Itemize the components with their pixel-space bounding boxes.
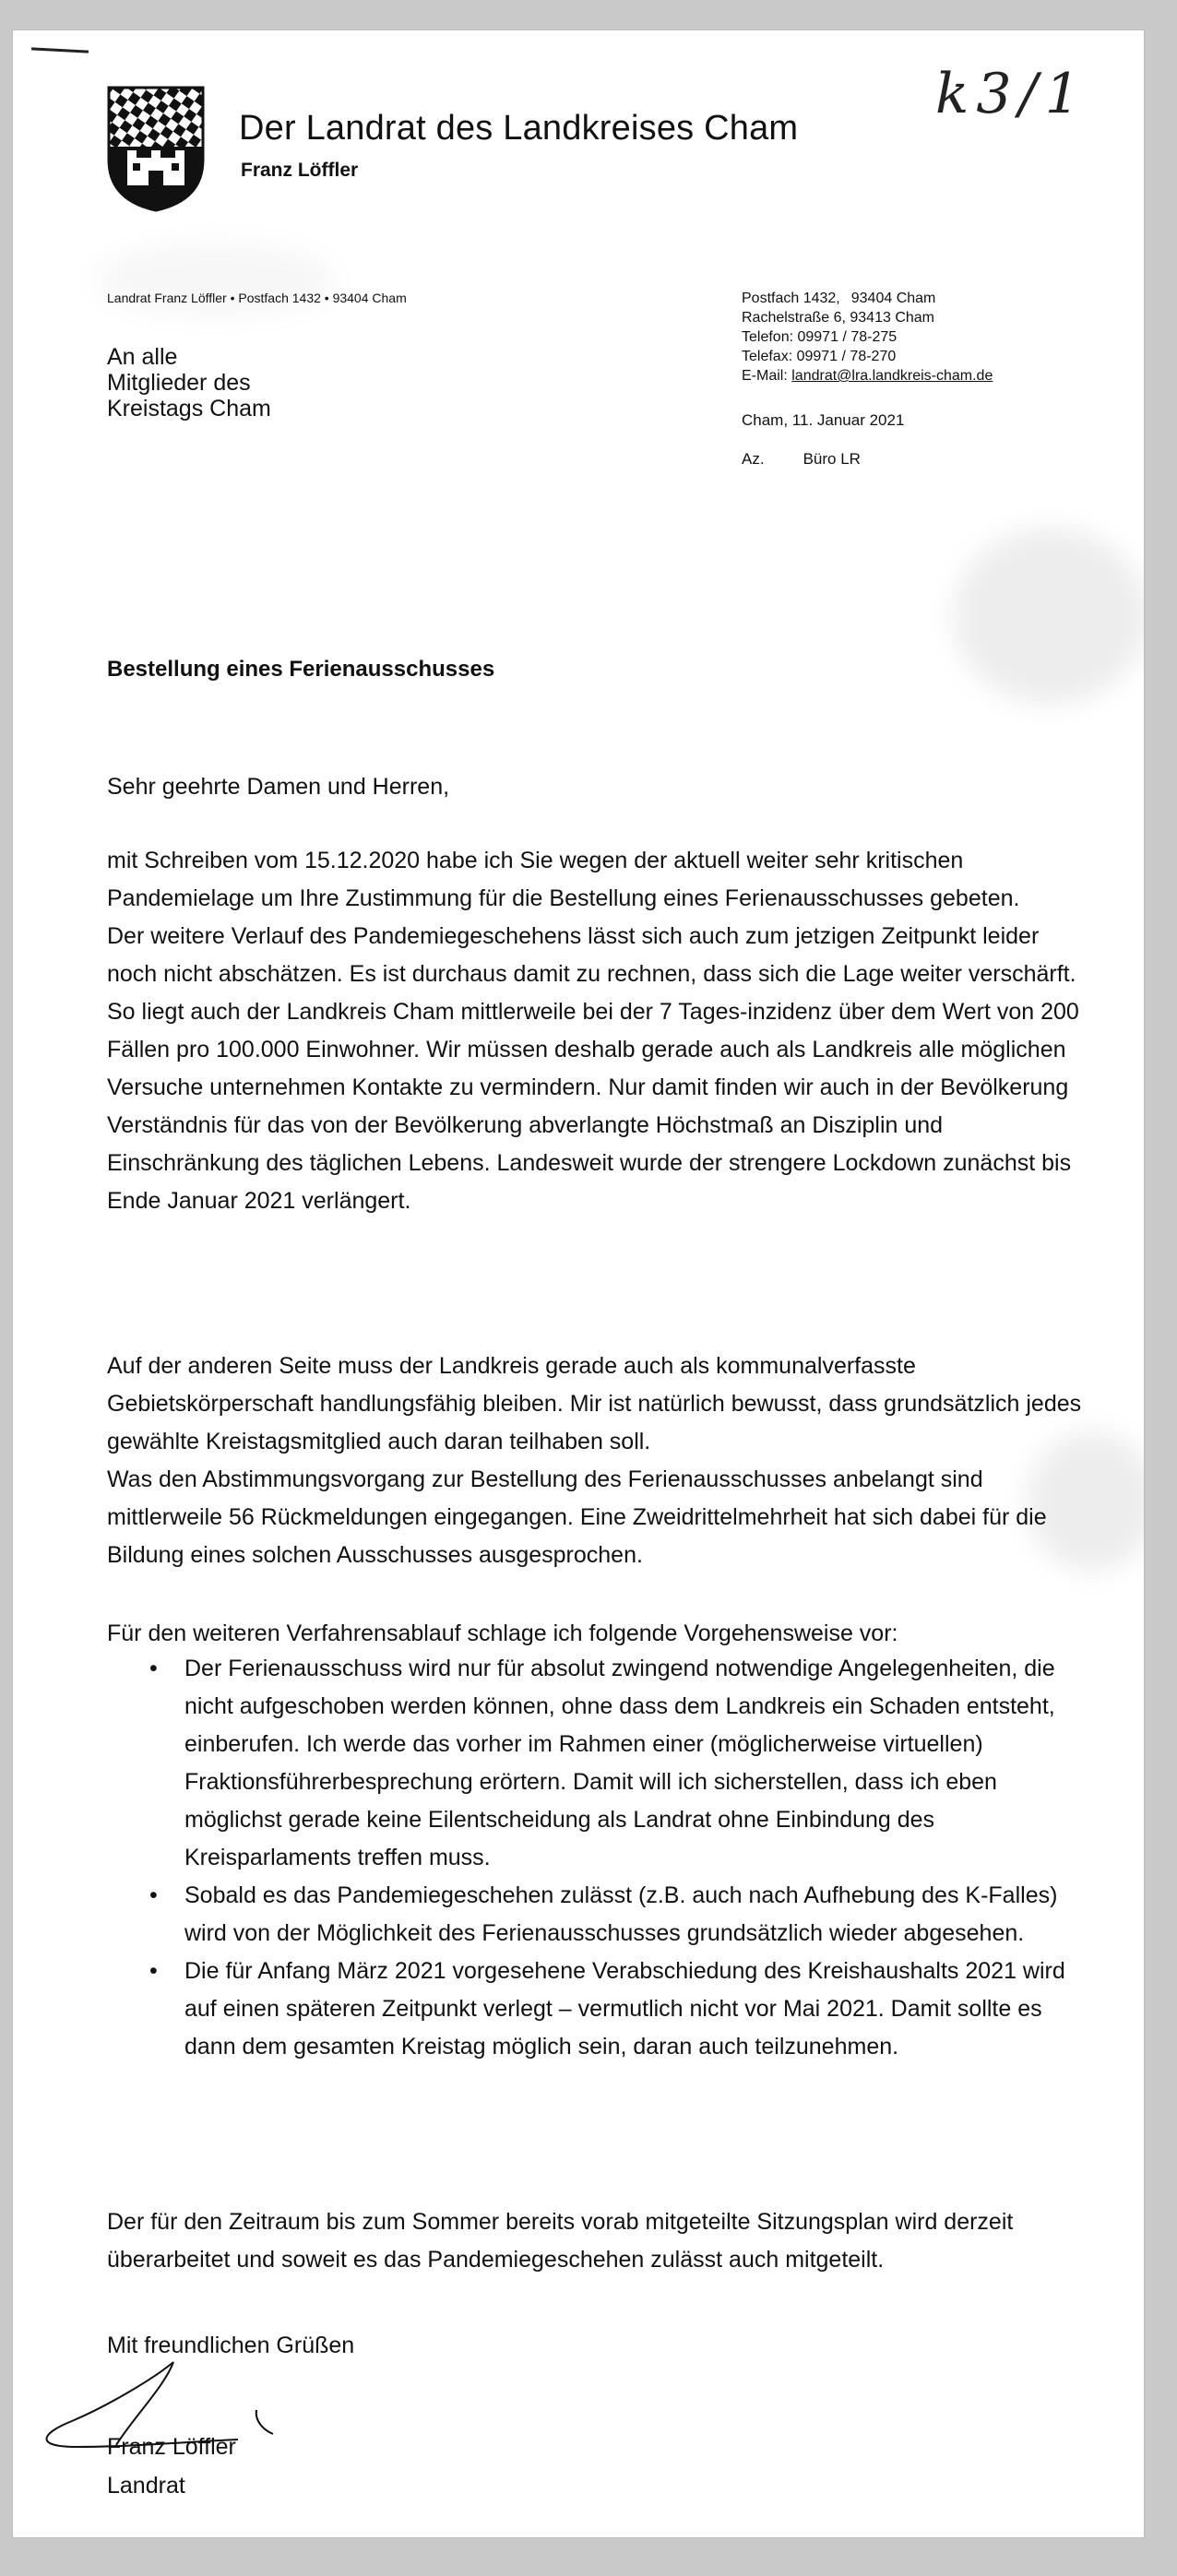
letter-subject: Bestellung eines Ferienausschusses xyxy=(107,657,495,682)
email-label: E-Mail: xyxy=(742,368,788,384)
reference-value: Büro LR xyxy=(802,450,861,468)
paragraph-text: mit Schreiben vom 15.12.2020 habe ich Sie wegen der aktuell weiter sehr kritischen Pandemielage um Ihre Zustimmung für die Bestellung eines Ferienausschusses gebeten. Der weitere Verlauf des Pandemiegeschehens lässt sich auch zum jetzigen Zeitpunkt leider noch nicht abschätzen. Es ist durchaus damit zu rechnen, dass sich die Lage weiter verschärft. So liegt auch der Landkreis Cham mittlerweile bei der 7 Tages-inzidenz über dem Wert von 200 Fällen pro 100.000 Einwohner. Wir müssen deshalb gerade auch als Landkreis alle möglichen Versuche unternehmen Kontakte zu vermindern. Nur damit finden wir auch in der Bevölkerung Verständnis für das von der Bevölkerung abverlangte Höchstmaß an Disziplin und Einschränkung des täglichen Lebens. Landesweit wurde der strengere Lockdown zunächst bis Ende Januar 2021 verlängert. xyxy=(107,848,1079,1214)
phone-line: Telefon: 09971 / 78-275 xyxy=(742,329,898,345)
signer-name: Franz Löffler xyxy=(107,2434,236,2460)
signer-role: Landrat xyxy=(107,2473,185,2499)
body-paragraph xyxy=(107,842,1085,1220)
letter-date: Cham, 11. Januar 2021 xyxy=(742,411,905,429)
paragraph-text: Auf der anderen Seite muss der Landkreis gerade auch als kommunalverfasste Gebietskörperschaft handlungsfähig bleiben. Mir ist natürlich bewusst, dass grundsätzlich jedes gewählte Kreistagsmitglied auch daran teilhaben soll. Was den Abstimmungsvorgang zur Bestellung des Ferienausschusses anbelangt sind mittlerweile 56 Rückmeldungen eingegangen. Eine Zweidrittelmehrheit hat sich dabei für die Bildung eines solchen Ausschusses ausgesprochen. xyxy=(107,1353,1082,1568)
salutation: Sehr geehrte Damen und Herren, xyxy=(107,774,450,800)
coat-of-arms-icon xyxy=(105,84,207,213)
letterhead-name: Franz Löffler xyxy=(241,160,359,181)
email-link[interactable]: landrat@lra.landkreis-cham.de xyxy=(791,368,993,384)
letterhead-title: Der Landrat des Landkreises Cham xyxy=(239,109,799,148)
list-item: • Sobald es das Pandemiegeschehen zulässt (z.B. auch nach Aufhebung des K-Falles) wird von der Möglichkeit des Ferienausschusses grundsätzlich wieder abgesehen. xyxy=(144,1877,1076,1953)
postfach-line xyxy=(742,289,993,308)
letter-page xyxy=(13,30,1144,2537)
body-paragraph xyxy=(107,1347,1085,1574)
list-item: • Die für Anfang März 2021 vorgesehene Verabschiedung des Kreishaushalts 2021 wird auf einen späteren Zeitpunkt verlegt – vermutlich nicht vor Mai 2021. Damit sollte es dann dem gesamten Kreistag möglich sein, daran auch teilzunehmen. xyxy=(144,1953,1076,2066)
postfach-city: 93404 Cham xyxy=(850,291,936,306)
procedure-intro: Für den weiteren Verfahrensablauf schlage ich folgende Vorgehensweise vor: xyxy=(107,1620,898,1646)
reference-label: Az. xyxy=(742,450,765,468)
closing-phrase: Mit freundlichen Grüßen xyxy=(107,2333,355,2358)
scan-mark xyxy=(31,47,89,53)
list-item: • Der Ferienausschuss wird nur für absolut zwingend notwendige Angelegenheiten, die nicht aufgeschoben werden können, ohne dass dem Landkreis ein Schaden entsteht, einberufen. Ich werde das vorher im Rahmen einer (möglicherweise virtuellen) Fraktionsführerbesprechung erörtern. Damit will ich sicherstellen, dass ich eben möglichst gerade keine Eilentscheidung als Landrat ohne Einbindung des Kreisparlaments treffen muss. xyxy=(144,1650,1076,1877)
recipient-line: An alle xyxy=(107,344,178,370)
fax-line: Telefax: 09971 / 78-270 xyxy=(742,349,897,364)
scan-smudge xyxy=(954,528,1144,704)
procedure-list xyxy=(144,1650,1076,2066)
return-address: Landrat Franz Löffler • Postfach 1432 • 93404 Cham xyxy=(107,291,407,305)
postfach: Postfach 1432, xyxy=(742,291,840,306)
street-line: Rachelstraße 6, 93413 Cham xyxy=(742,310,934,326)
contact-block xyxy=(742,289,993,386)
recipient-line: Mitglieder des xyxy=(107,370,251,396)
email-line xyxy=(742,366,993,386)
recipient-line: Kreistags Cham xyxy=(107,396,271,421)
scan-smudge xyxy=(96,243,336,316)
reference-line xyxy=(742,450,861,469)
handwritten-note: k3/1 xyxy=(935,62,1088,126)
body-paragraph: Der für den Zeitraum bis zum Sommer bereits vorab mitgeteilte Sitzungsplan wird derzeit überarbeitet und soweit es das Pandemiegeschehen zulässt auch mitgeteilt. xyxy=(107,2209,1014,2273)
recipient-block xyxy=(107,344,271,421)
